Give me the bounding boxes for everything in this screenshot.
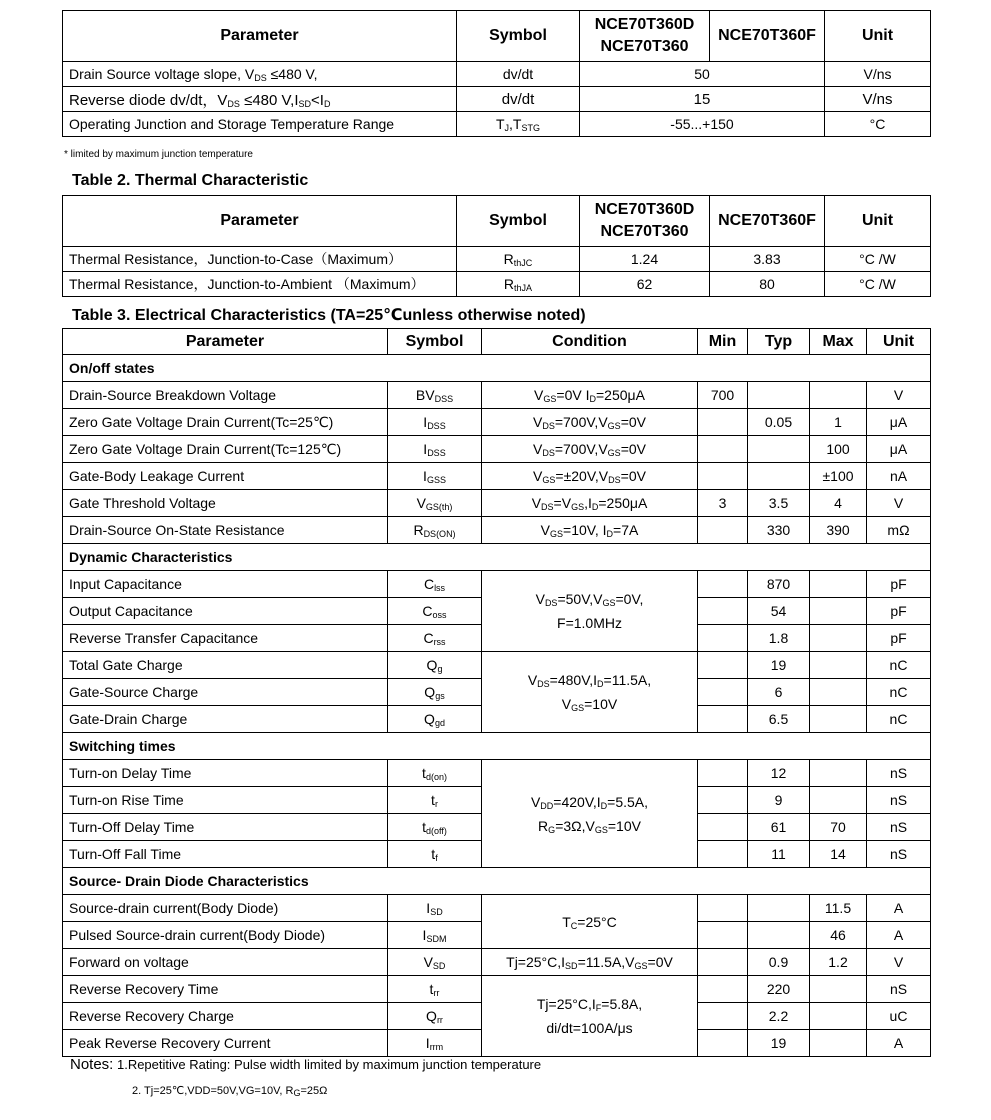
param-cell: Thermal Resistance，Junction-to-Ambient （Maximum） <box>63 272 457 297</box>
param-cell: Turn-on Rise Time <box>63 787 388 814</box>
typ-cell: 1.8 <box>748 625 810 652</box>
max-cell <box>810 976 867 1003</box>
unit-cell: nC <box>867 706 931 733</box>
param-cell: Drain Source voltage slope, $V_{DS} \le 480$ V, <box>63 62 457 87</box>
param-cell: Gate-Body Leakage Current <box>63 463 388 490</box>
condition-cell: $V_{GS}=\pm 20V,V_{DS}=0V$ <box>482 463 698 490</box>
table-2 <box>62 195 931 297</box>
condition-cell: $V_{DS}=700V,V_{GS}=0V$ <box>482 436 698 463</box>
value-cell: 3.83 <box>710 247 825 272</box>
param-cell: Total Gate Charge <box>63 652 388 679</box>
header-symbol: Symbol <box>457 196 580 247</box>
header-parameter: Parameter <box>63 196 457 247</box>
condition-cell: $Tj=25^\circ C,I_F=5.8A$, di/dt=100A/μs <box>482 976 698 1057</box>
min-cell <box>698 814 748 841</box>
min-cell: 700 <box>698 382 748 409</box>
symbol-cell: $R_{thJC}$ <box>457 247 580 272</box>
unit-cell: nC <box>867 652 931 679</box>
typ-cell: 9 <box>748 787 810 814</box>
max-cell: 46 <box>810 922 867 949</box>
condition-cell: $V_{DS}=480V,I_D=11.5A$, $V_{GS}=10V$ <box>482 652 698 733</box>
symbol-cell: $V_{SD}$ <box>388 949 482 976</box>
unit-cell: pF <box>867 625 931 652</box>
condition-cell: $Tj=25^\circ C,I_{SD}=11.5A,V_{GS}=0V$ <box>482 949 698 976</box>
min-cell <box>698 949 748 976</box>
footnote: * limited by maximum junction temperature <box>64 149 253 160</box>
table-3-header <box>63 329 931 355</box>
param-cell: Turn-Off Fall Time <box>63 841 388 868</box>
symbol-cell: $t_{d(on)}$ <box>388 760 482 787</box>
symbol-cell: $I_{SDM}$ <box>388 922 482 949</box>
min-cell: 3 <box>698 490 748 517</box>
min-cell <box>698 463 748 490</box>
typ-cell <box>748 382 810 409</box>
unit-cell: μA <box>867 436 931 463</box>
param-cell: Output Capacitance <box>63 598 388 625</box>
section-row <box>63 733 931 760</box>
symbol-cell: $Q_{rr}$ <box>388 1003 482 1030</box>
header-part-f: NCE70T360F <box>710 196 825 247</box>
value-cell: 50 <box>580 62 825 87</box>
symbol-cell: $I_{SD}$ <box>388 895 482 922</box>
unit-cell: V <box>867 949 931 976</box>
header-unit: Unit <box>825 196 931 247</box>
unit-cell: A <box>867 895 931 922</box>
symbol-cell: $I_{GSS}$ <box>388 463 482 490</box>
max-cell: 100 <box>810 436 867 463</box>
unit-cell: pF <box>867 571 931 598</box>
unit-cell: V <box>867 490 931 517</box>
param-cell: Reverse Recovery Time <box>63 976 388 1003</box>
max-cell: 14 <box>810 841 867 868</box>
max-cell: 70 <box>810 814 867 841</box>
param-cell: Gate-Drain Charge <box>63 706 388 733</box>
condition-cell: $V_{GS}=0V$ $I_D=250\mu A$ <box>482 382 698 409</box>
symbol-cell: $C_{rss}$ <box>388 625 482 652</box>
typ-cell: 3.5 <box>748 490 810 517</box>
header-parameter: Parameter <box>63 329 388 355</box>
param-cell: Source-drain current(Body Diode) <box>63 895 388 922</box>
typ-cell <box>748 922 810 949</box>
symbol-cell: $Q_{gs}$ <box>388 679 482 706</box>
unit-cell: nA <box>867 463 931 490</box>
max-cell <box>810 598 867 625</box>
param-cell: Gate-Source Charge <box>63 679 388 706</box>
symbol-cell: $V_{GS(th)}$ <box>388 490 482 517</box>
min-cell <box>698 679 748 706</box>
param-cell: Turn-Off Delay Time <box>63 814 388 841</box>
table-3 <box>62 328 931 1057</box>
param-cell: Reverse diode dv/dt，$V_{DS} \le 480$ $V,I_{SD}<I_D$ <box>63 87 457 112</box>
symbol-cell: $I_{DSS}$ <box>388 409 482 436</box>
max-cell <box>810 679 867 706</box>
typ-cell: 870 <box>748 571 810 598</box>
unit-cell: °C /W <box>825 272 931 297</box>
table-row <box>63 62 931 87</box>
typ-cell: 11 <box>748 841 810 868</box>
symbol-cell: $t_{d(off)}$ <box>388 814 482 841</box>
header-typ: Typ <box>748 329 810 355</box>
min-cell <box>698 922 748 949</box>
typ-cell: 6.5 <box>748 706 810 733</box>
table-row <box>63 490 931 517</box>
min-cell <box>698 571 748 598</box>
unit-cell: nC <box>867 679 931 706</box>
min-cell <box>698 1003 748 1030</box>
condition-cell: $V_{DS}=V_{GS},I_D=250\mu A$ <box>482 490 698 517</box>
max-cell <box>810 1030 867 1057</box>
max-cell: 11.5 <box>810 895 867 922</box>
section-switching: Switching times <box>63 733 931 760</box>
unit-cell: °C /W <box>825 247 931 272</box>
min-cell <box>698 787 748 814</box>
param-cell: Turn-on Delay Time <box>63 760 388 787</box>
param-cell: Operating Junction and Storage Temperature Range <box>63 112 457 137</box>
section-dynamic: Dynamic Characteristics <box>63 544 931 571</box>
value-cell: 80 <box>710 272 825 297</box>
value-cell: 62 <box>580 272 710 297</box>
unit-cell: V/ns <box>825 62 931 87</box>
unit-cell: V/ns <box>825 87 931 112</box>
unit-cell: mΩ <box>867 517 931 544</box>
unit-cell: pF <box>867 598 931 625</box>
table-row <box>63 517 931 544</box>
max-cell <box>810 706 867 733</box>
table-row <box>63 895 931 922</box>
typ-cell: 19 <box>748 1030 810 1057</box>
table-3-title: Table 3. Electrical Characteristics (TA=25℃unless otherwise noted) <box>72 307 586 324</box>
table-row <box>63 409 931 436</box>
typ-cell: 330 <box>748 517 810 544</box>
table-row <box>63 463 931 490</box>
param-cell: Reverse Transfer Capacitance <box>63 625 388 652</box>
max-cell <box>810 652 867 679</box>
unit-cell: V <box>867 382 931 409</box>
symbol-cell: dv/dt <box>457 87 580 112</box>
typ-cell <box>748 895 810 922</box>
header-condition: Condition <box>482 329 698 355</box>
condition-cell: $T_C=25^\circ C$ <box>482 895 698 949</box>
min-cell <box>698 976 748 1003</box>
typ-cell: 6 <box>748 679 810 706</box>
param-cell: Gate Threshold Voltage <box>63 490 388 517</box>
max-cell <box>810 625 867 652</box>
symbol-cell: $Q_{gd}$ <box>388 706 482 733</box>
table-2-title: Table 2. Thermal Characteristic <box>72 172 309 189</box>
min-cell <box>698 706 748 733</box>
min-cell <box>698 1030 748 1057</box>
header-unit: Unit <box>867 329 931 355</box>
symbol-cell: $BV_{DSS}$ <box>388 382 482 409</box>
header-unit: Unit <box>825 11 931 62</box>
param-cell: Pulsed Source-drain current(Body Diode) <box>63 922 388 949</box>
max-cell: ±100 <box>810 463 867 490</box>
symbol-cell: $t_f$ <box>388 841 482 868</box>
table-row <box>63 272 931 297</box>
param-cell: Drain-Source On-State Resistance <box>63 517 388 544</box>
typ-cell <box>748 436 810 463</box>
section-diode: Source- Drain Diode Characteristics <box>63 868 931 895</box>
min-cell <box>698 841 748 868</box>
param-cell: Peak Reverse Recovery Current <box>63 1030 388 1057</box>
condition-cell: $V_{DD}=420V,I_D=5.5A$, $R_G=3\Omega,V_{GS}=10V$ <box>482 760 698 868</box>
table-row <box>63 652 931 679</box>
typ-cell: 61 <box>748 814 810 841</box>
symbol-cell: $I_{rrm}$ <box>388 1030 482 1057</box>
unit-cell: nS <box>867 841 931 868</box>
symbol-cell: $t_r$ <box>388 787 482 814</box>
value-cell: 15 <box>580 87 825 112</box>
max-cell <box>810 760 867 787</box>
param-cell: Reverse Recovery Charge <box>63 1003 388 1030</box>
symbol-cell: $C_{oss}$ <box>388 598 482 625</box>
typ-cell: 54 <box>748 598 810 625</box>
max-cell <box>810 382 867 409</box>
param-cell: Thermal Resistance，Junction-to-Case（Maximum） <box>63 247 457 272</box>
condition-cell: $V_{GS}=10V$, $I_D=7A$ <box>482 517 698 544</box>
param-cell: Forward on voltage <box>63 949 388 976</box>
header-min: Min <box>698 329 748 355</box>
max-cell: 1.2 <box>810 949 867 976</box>
table-row <box>63 382 931 409</box>
max-cell <box>810 787 867 814</box>
unit-cell: °C <box>825 112 931 137</box>
table-row <box>63 949 931 976</box>
min-cell <box>698 895 748 922</box>
min-cell <box>698 517 748 544</box>
value-cell: 1.24 <box>580 247 710 272</box>
header-part-d: NCE70T360D NCE70T360 <box>580 196 710 247</box>
table-1-header <box>63 11 931 62</box>
unit-cell: nS <box>867 976 931 1003</box>
unit-cell: μA <box>867 409 931 436</box>
symbol-cell: dv/dt <box>457 62 580 87</box>
symbol-cell: $T_J,T_{STG}$ <box>457 112 580 137</box>
unit-cell: uC <box>867 1003 931 1030</box>
note-2: 2. Tj=25℃,VDD=50V,VG=10V, $R_G=25\Omega$ <box>132 1085 328 1098</box>
min-cell <box>698 625 748 652</box>
table-1 <box>62 10 931 137</box>
max-cell: 390 <box>810 517 867 544</box>
header-symbol: Symbol <box>388 329 482 355</box>
min-cell <box>698 409 748 436</box>
typ-cell: 2.2 <box>748 1003 810 1030</box>
param-cell: Zero Gate Voltage Drain Current(Tc=25℃) <box>63 409 388 436</box>
typ-cell: 19 <box>748 652 810 679</box>
param-cell: Zero Gate Voltage Drain Current(Tc=125℃) <box>63 436 388 463</box>
table-2-header <box>63 196 931 247</box>
max-cell <box>810 571 867 598</box>
condition-cell: $V_{DS}=700V,V_{GS}=0V$ <box>482 409 698 436</box>
table-row <box>63 571 931 598</box>
unit-cell: nS <box>867 787 931 814</box>
section-onoff: On/off states <box>63 355 931 382</box>
typ-cell: 0.05 <box>748 409 810 436</box>
unit-cell: A <box>867 1030 931 1057</box>
min-cell <box>698 436 748 463</box>
header-part-d: NCE70T360D NCE70T360 <box>580 11 710 62</box>
header-max: Max <box>810 329 867 355</box>
table-row <box>63 760 931 787</box>
section-row <box>63 868 931 895</box>
table-row <box>63 436 931 463</box>
symbol-cell: $I_{DSS}$ <box>388 436 482 463</box>
min-cell <box>698 598 748 625</box>
header-parameter: Parameter <box>63 11 457 62</box>
condition-cell: $V_{DS}=50V,V_{GS}=0V$, F=1.0MHz <box>482 571 698 652</box>
param-cell: Input Capacitance <box>63 571 388 598</box>
value-cell: -55...+150 <box>580 112 825 137</box>
table-row <box>63 87 931 112</box>
max-cell: 4 <box>810 490 867 517</box>
typ-cell: 12 <box>748 760 810 787</box>
unit-cell: A <box>867 922 931 949</box>
table-row <box>63 112 931 137</box>
table-row <box>63 976 931 1003</box>
param-cell: Drain-Source Breakdown Voltage <box>63 382 388 409</box>
unit-cell: nS <box>867 760 931 787</box>
symbol-cell: $R_{DS(ON)}$ <box>388 517 482 544</box>
table-row <box>63 247 931 272</box>
unit-cell: nS <box>867 814 931 841</box>
typ-cell: 0.9 <box>748 949 810 976</box>
symbol-cell: $R_{thJA}$ <box>457 272 580 297</box>
max-cell <box>810 1003 867 1030</box>
min-cell <box>698 652 748 679</box>
typ-cell <box>748 463 810 490</box>
section-row <box>63 355 931 382</box>
note-1: Notes: 1.Repetitive Rating: Pulse width limited by maximum junction temperature <box>70 1056 542 1073</box>
symbol-cell: $Q_g$ <box>388 652 482 679</box>
symbol-cell: $C_{lss}$ <box>388 571 482 598</box>
symbol-cell: $t_{rr}$ <box>388 976 482 1003</box>
min-cell <box>698 760 748 787</box>
header-symbol: Symbol <box>457 11 580 62</box>
typ-cell: 220 <box>748 976 810 1003</box>
header-part-f: NCE70T360F <box>710 11 825 62</box>
max-cell: 1 <box>810 409 867 436</box>
section-row <box>63 544 931 571</box>
